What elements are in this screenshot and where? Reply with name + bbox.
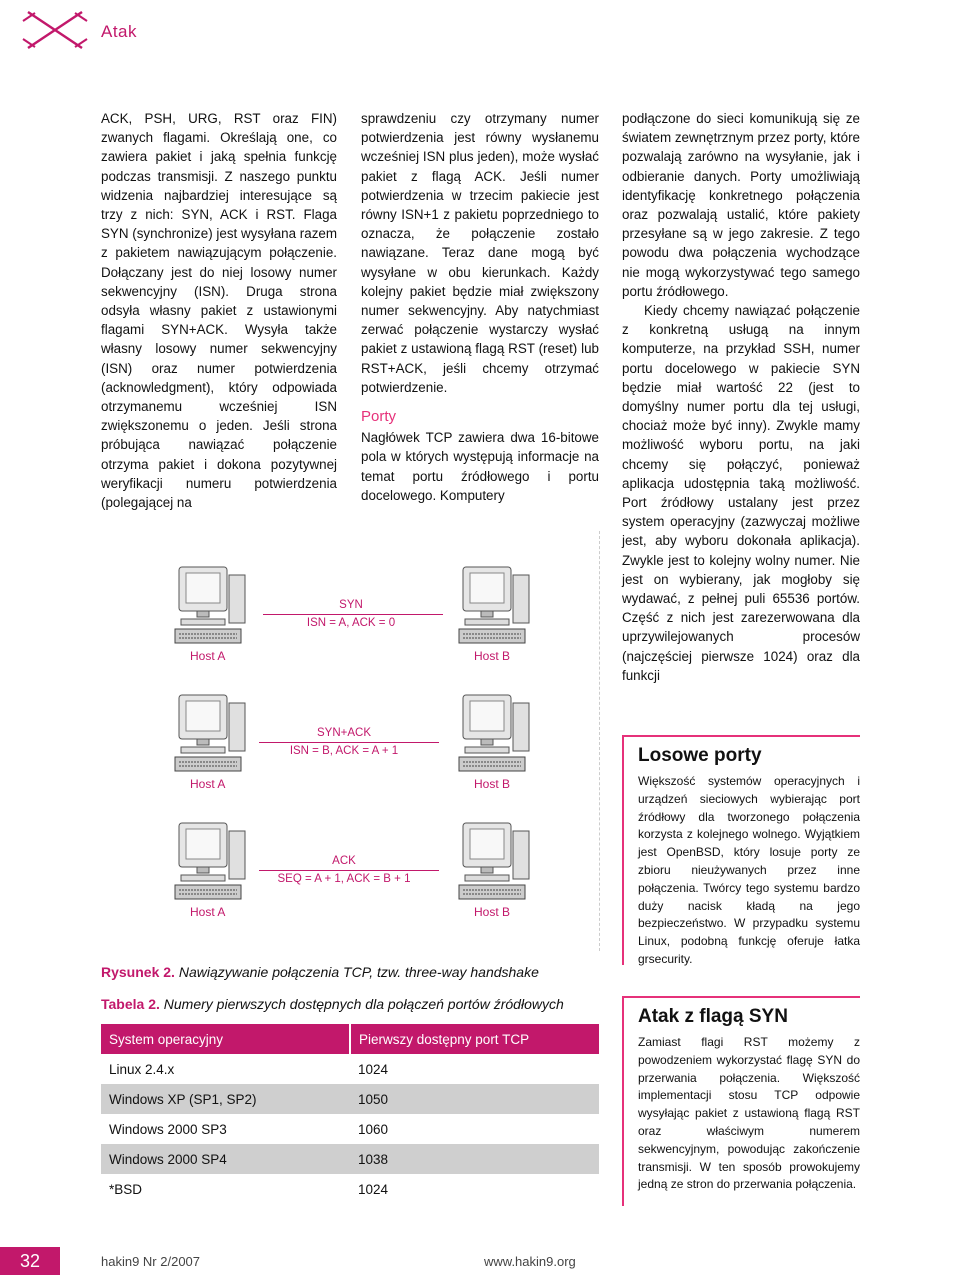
step-3-flag: ACK [332,855,356,867]
ports-table [101,1024,599,1204]
step-3-values: SEQ = A + 1, ACK = B + 1 [277,873,411,885]
article-column-3 [622,109,860,685]
host-b-label: Host B [474,649,511,663]
article-column-2 [361,109,599,505]
table-row [101,1084,599,1114]
page-number: 32 [0,1247,60,1275]
footer-issue: hakin9 Nr 2/2007 [101,1254,201,1269]
footer-url: www.hakin9.org [484,1254,576,1269]
column-3-paragraph-1: podłączone do sieci komunikują się ze światem zewnętrznym przez porty, które pozwalają zarówno na wysyłanie, jak i odbieranie danych. Porty umożliwiają identyfikację konkretnego połączenia oraz pozwalają ustalić, które pakiety przesyłane są w jego zakresie. Z tego powodu dwa połączenia wychodzące nie mogą wykorzystywać tego samego portu źródłowego. [622,111,860,299]
article-column-1 [101,109,337,512]
host-a-label: Host A [190,777,226,791]
computer-icon [457,565,533,656]
table-row [101,1054,599,1084]
sidebar-box-title: Losowe porty [638,745,762,766]
figure-caption-prefix: Rysunek 2. [101,964,175,980]
sidebar-box-text: Większość systemów operacyjnych i urządzeń sieciowych wybierając port źródłowy dla tworzonego połączenia korzysta z kolejnego wolnego. Wyjątkiem jest OpenBSD, który losuje porty ze zbioru nieużywanych przez inne połączenia. Twórcy tego systemu bardzo duży nacisk kładą na jego bezpieczeństwo. W przypadku systemu Linux, podobną funkcję oferuje łatka grsecurity. [638,774,860,966]
arrow-b-to-a [259,742,439,743]
table-header-port: Pierwszy dostępny port TCP [350,1024,599,1054]
sidebar-box-syn-attack [622,996,860,1206]
table-caption-text: Numery pierwszych dostępnych dla połączeń portów źródłowych [163,996,564,1012]
host-b-label: Host B [474,905,511,919]
table-header-row [101,1024,599,1054]
table-row [101,1144,599,1174]
table-cell-port: 1050 [350,1084,599,1114]
table-cell-port: 1060 [358,1121,389,1137]
computer-icon [457,693,533,784]
computer-icon [457,821,533,912]
table-cell-os: Linux 2.4.x [109,1061,175,1077]
table-cell-os: Windows 2000 SP3 [109,1121,227,1137]
figure-caption-text: Nawiązywanie połączenia TCP, tzw. three-way handshake [178,964,539,980]
table-caption-prefix: Tabela 2. [101,996,160,1012]
table-cell-port: 1038 [350,1144,599,1174]
table-row [101,1174,599,1204]
arrow-a-to-b [259,870,439,871]
header-title: Atak [101,22,138,41]
step-1-flag: SYN [339,599,363,611]
table-header-os: System operacyjny [101,1024,350,1054]
computer-icon [173,821,249,912]
handshake-figure [101,531,600,951]
host-a-label: Host A [190,649,226,663]
table-cell-port: 1024 [358,1061,389,1077]
figure-caption [101,964,539,980]
table-row [101,1114,599,1144]
column-2-paragraph-1: sprawdzeniu czy otrzymany numer potwierdzenia jest równy wysłanemu wcześniej ISN plus jeden), może wysłać pakiet z flagą ACK. Jeśli numer potwierdzenia w trzecim pakiecie jest równy ISN+1 z pakietu poprzedniego to oznacza, że połączenie zostało nawiązane. Teraz dane mogą być wysyłane w obu kierunkach. Każdy kolejny pakiet będzie miał zwiększony numer sekwencyjny. Aby natychmiast zerwać połączenie wystarczy wysłać pakiet z ustawioną flagą RST (reset) lub RST+ACK, jeśli chcemy otrzymać potwierdzenie. [361,111,599,395]
section-heading-porty: Porty [361,408,397,426]
sidebar-box-title: Atak z flagą SYN [638,1006,788,1027]
column-2-paragraph-2: Nagłówek TCP zawiera dwa 16-bitowe pola w których występują informacje na temat portu źródłowego i portu docelowego. Komputery [361,430,599,503]
table-cell-port: 1024 [358,1181,389,1197]
column-3-paragraph-2: Kiedy chcemy nawiązać połączenie z konkretną usługą na innym komputerze, na przykład SSH, numer portu docelowego w pakiecie SYN będzie miał wartość 22 (jest to domyślny numer portu dla tej usługi, chociaż może być inny). Zwykle mamy możliwość wyboru portu, na jaki chcemy się połączyć, ponieważ aplikacja udostępnia taką możliwość. Port źródłowy ustalany jest przez system operacyjny (zazwyczaj możliwe jest, aby wyboru dokonała aplikacja). Zwykle jest to kolejny wolny numer. Nie jest on wybierany, jak mogłoby się wydawać, z pełnej puli 65536 portów. Część z nich jest zarezerwowana dla uprzywilejowanych procesów (najczęściej pierwsze 1024) oraz dla funkcji [622,303,860,683]
sidebar-box-random-ports [622,735,860,965]
column-1-text: ACK, PSH, URG, RST oraz FIN) zwanych flagami. Określają one, co zawiera pakiet i jaką spełnia funkcję podczas transmisji. Z naszego punktu widzenia najbardziej interesujące są trzy z nich: SYN, ACK i RST. Flaga SYN (synchronize) jest wysyłana razem z pakietem nawiązującym połączenie. Dołączany jest do niej losowy numer sekwencyjny (ISN). Druga strona odsyła własny pakiet z ustawionymi flagami SYN+ACK. Wysyła także własny losowy numer sekwencyjny (ISN) oraz numer potwierdzenia (acknowledgment), który odpowiada otrzymanemu wcześniej ISN zwiększonemu o jeden. Jeśli strona próbująca nawiązać połączenie otrzyma pakiet i dokona pozytywnej weryfikacji numeru potwierdzenia (polegającej na [101,111,337,511]
table-cell-os: Windows XP (SP1, SP2) [101,1084,350,1114]
step-1-values: ISN = A, ACK = 0 [306,617,396,629]
host-a-label: Host A [190,905,226,919]
arrow-a-to-b [263,614,443,615]
host-b-label: Host B [474,777,511,791]
sidebar-box-text: Zamiast flagi RST możemy z powodzeniem wykorzystać flagę SYN do przerwania połączenia. Większość implementacji stosu TCP odpowie wysyłając pakiet z ustawioną flagą RST oraz właściwym numerem sekwencyjnym, powodując zakończenie transmisji. W ten sposób prowokujemy jedną ze stron do przerwania połączenia. [638,1035,860,1192]
computer-icon [173,565,249,656]
table-caption [101,996,564,1012]
computer-icon [173,693,249,784]
step-2-flag: SYN+ACK [316,727,371,739]
step-2-values: ISN = B, ACK = A + 1 [289,745,399,757]
table-cell-os: *BSD [109,1181,143,1197]
header-logo-icon [20,8,90,52]
table-cell-os: Windows 2000 SP4 [101,1144,350,1174]
